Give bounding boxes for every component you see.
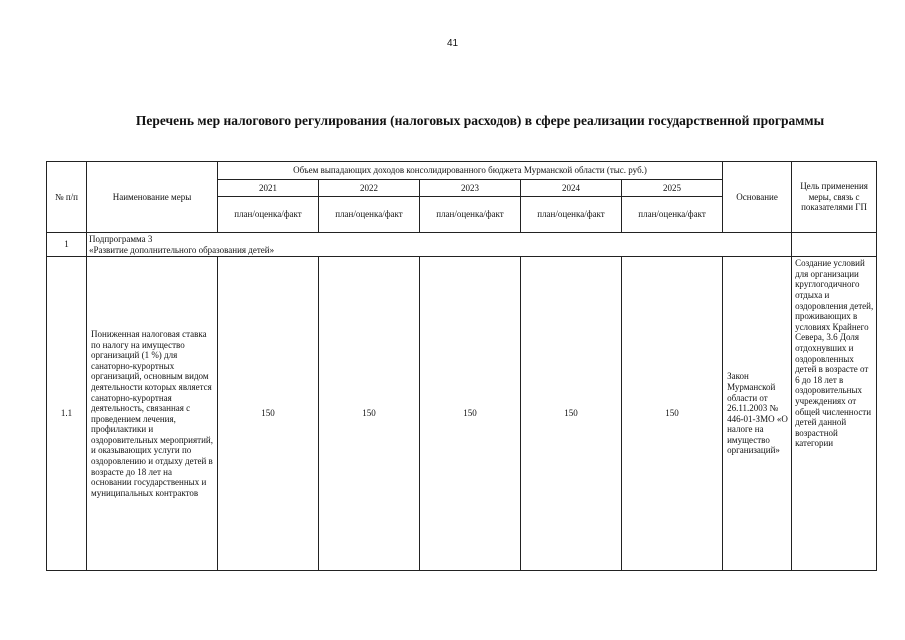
value-2021: 150 [218, 257, 319, 571]
subprogram-title [87, 233, 792, 257]
measure-description: Пониженная налоговая ставка по налогу на имущество организаций (1 %) для санаторно-курортных организаций, основным видом деятельности которых является санаторно-курортная деятельность, связанная с проведением лечения, профилактики и оздоровительных мероприятий, и оказывающих услуги по оздоровлению и отдыху детей в возрасте до 18 лет на основании государственных и муниципальных контрактов [87, 257, 218, 571]
subprogram-row [47, 233, 877, 257]
header-plan-label: план/оценка/факт [319, 197, 420, 233]
basis-text: Закон Мурманской области от 26.11.2003 № 446-01-ЗМО «О налоге на имущество организаций» [723, 257, 792, 571]
tax-measures-table [46, 161, 877, 571]
page-number: 41 [446, 38, 459, 49]
goal-text: Создание условий для организации круглогодичного отдыха и оздоровления детей, проживающих в условиях Крайнего Севера, 3.6 Доля отдохнувших и оздоровленных детей в возрасте от 6 до 18 лет в оздоровительных учреждениях от общей численности детей данной возрастной категории [792, 257, 877, 571]
value-2023: 150 [420, 257, 521, 571]
header-year: 2022 [319, 180, 420, 197]
header-revenue-group: Объем выпадающих доходов консолидированного бюджета Мурманской области (тыс. руб.) [218, 162, 723, 180]
header-row-1 [47, 162, 877, 180]
header-num: № п/п [47, 162, 87, 233]
header-plan-label: план/оценка/факт [622, 197, 723, 233]
value-2024: 150 [521, 257, 622, 571]
row-num: 1.1 [47, 257, 87, 571]
subprogram-line-2: «Развитие дополнительного образования детей» [89, 244, 275, 255]
header-goal: Цель применения меры, связь с показателями ГП [792, 162, 877, 233]
header-measure-name: Наименование меры [87, 162, 218, 233]
table-row [47, 257, 877, 571]
value-2025: 150 [622, 257, 723, 571]
header-year: 2021 [218, 180, 319, 197]
subprogram-line-1: Подпрограмма 3 [89, 234, 153, 244]
header-plan-label: план/оценка/факт [218, 197, 319, 233]
header-plan-label: план/оценка/факт [521, 197, 622, 233]
subprogram-num: 1 [47, 233, 87, 257]
header-plan-label: план/оценка/факт [420, 197, 521, 233]
document-title: Перечень мер налогового регулирования (налоговых расходов) в сфере реализации государственной программы [135, 113, 825, 128]
header-basis: Основание [723, 162, 792, 233]
header-year: 2025 [622, 180, 723, 197]
subprogram-empty-cell [792, 233, 877, 257]
header-year: 2024 [521, 180, 622, 197]
value-2022: 150 [319, 257, 420, 571]
header-year: 2023 [420, 180, 521, 197]
